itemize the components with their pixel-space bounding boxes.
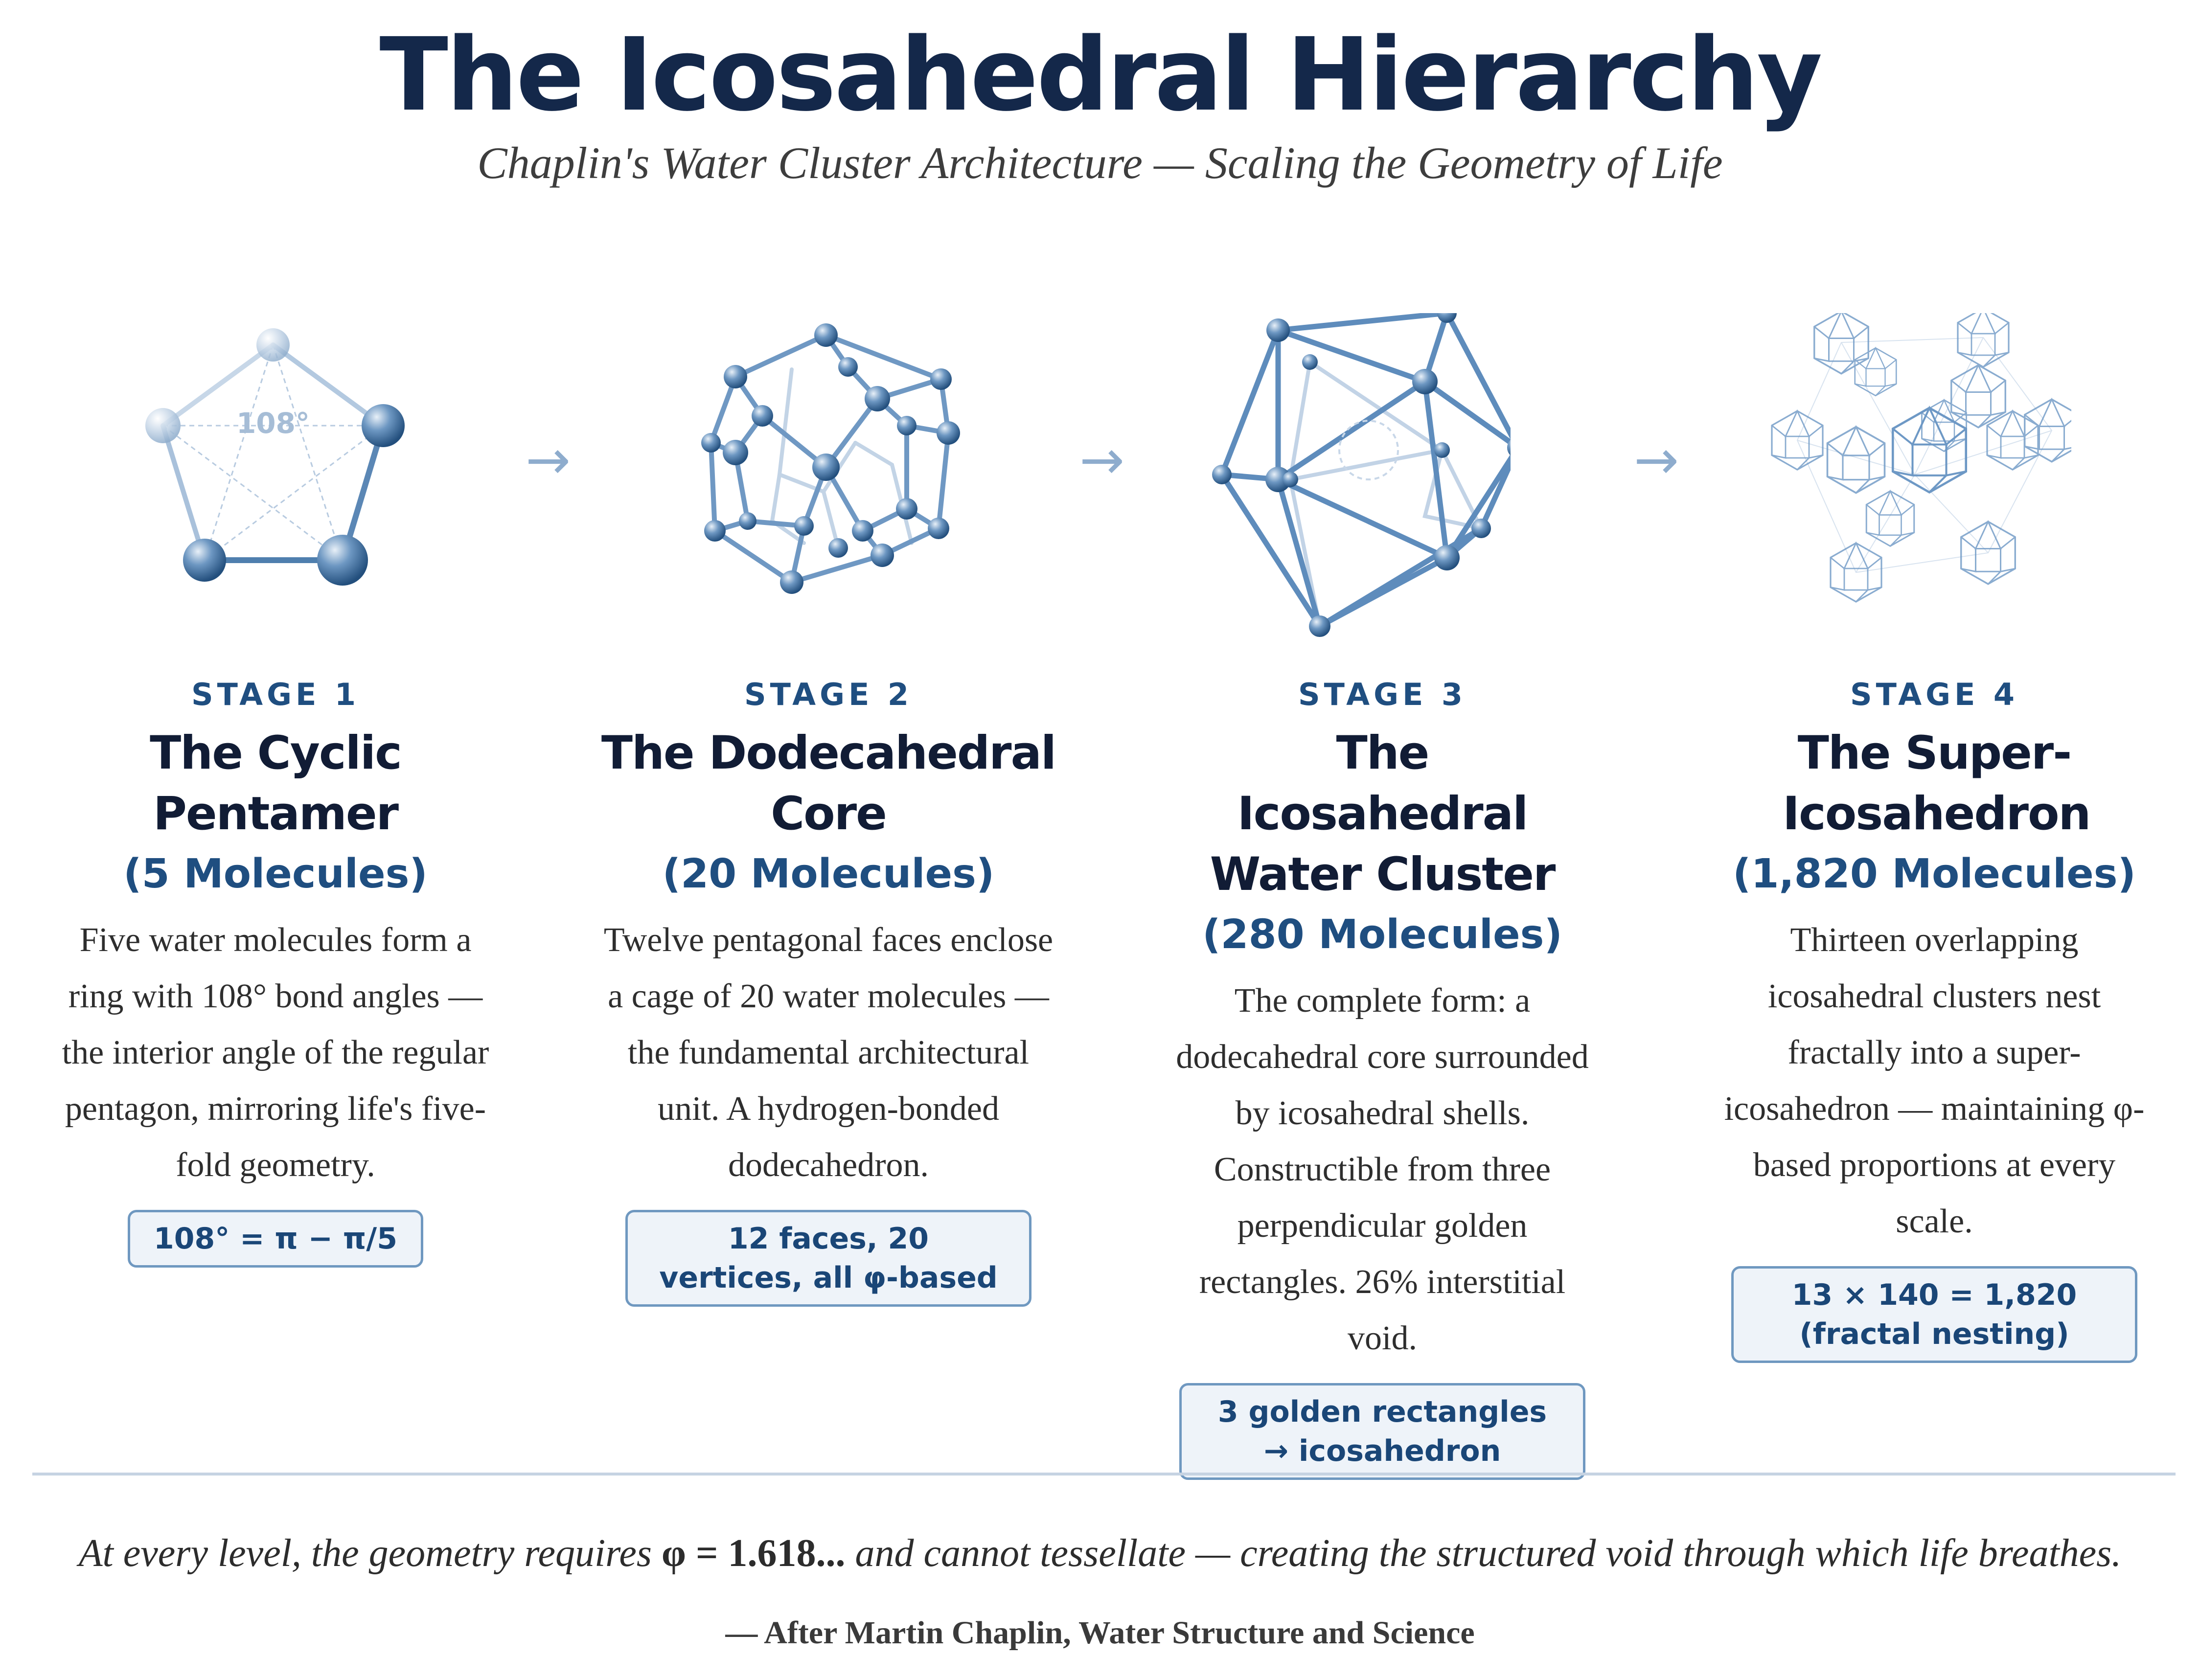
stage-description: Twelve pentagonal faces enclose a cage of 20 water molecules — the fundamental architectural unit. A hydrogen-bonded dodecahedron. — [603, 921, 1054, 1184]
stage-heading: The Super-Icosahedron — [1783, 726, 2090, 840]
stage-label: STAGE 4 — [1850, 677, 2019, 712]
stage-3-column — [1147, 675, 1617, 1480]
quote-text-end: and cannot tessellate — creating the structured void through which life breathes. — [855, 1532, 2122, 1575]
molecule-count: (5 Molecules) — [123, 851, 428, 897]
stage-heading: The Dodecahedral Core — [601, 726, 1056, 840]
arrow-icon: → — [525, 429, 571, 491]
formula-badge: 108° = π − π/5 — [128, 1210, 423, 1268]
stage-description: Five water molecules form a ring with 108° bond angles — the interior angle of the regular pentagon, mirroring life's five-fold geometry. — [62, 921, 489, 1184]
molecule-count: (20 Molecules) — [662, 851, 995, 897]
molecule-count: (1,820 Molecules) — [1732, 851, 2136, 897]
molecule-count: (280 Molecules) — [1202, 911, 1562, 958]
arrow-icon: → — [1633, 429, 1679, 491]
angle-label: 108° — [236, 407, 310, 440]
page-subtitle: Chaplin's Water Cluster Architecture — Scaling the Geometry of Life — [477, 138, 1723, 188]
stage-label: STAGE 3 — [1298, 677, 1467, 712]
quote-text-start: At every level, the geometry requires — [78, 1532, 652, 1575]
formula-badge: 13 × 140 = 1,820 (fractal nesting) — [1731, 1266, 2137, 1363]
super-icosahedron-figure — [1768, 313, 2071, 646]
stage-2-column — [594, 675, 1063, 1307]
formula-badge: 12 faces, 20 vertices, all φ-based — [625, 1210, 1031, 1307]
stage-1-column — [41, 675, 510, 1268]
section-divider — [32, 1473, 2176, 1476]
arrow-icon: → — [1079, 429, 1125, 491]
attribution: — After Martin Chaplin, Water Structure and Science — [725, 1615, 1475, 1651]
stage-label: STAGE 2 — [744, 677, 913, 712]
pentamer-figure — [124, 313, 427, 646]
icosahedron-figure — [1207, 313, 1511, 646]
stage-4-column — [1699, 675, 2169, 1363]
stage-heading: The Cyclic Pentamer — [150, 726, 401, 840]
stage-label: STAGE 1 — [191, 677, 360, 712]
closing-quote — [0, 1531, 2200, 1576]
formula-badge: 3 golden rectangles → icosahedron — [1179, 1383, 1585, 1480]
stage-heading: The Icosahedral Water Cluster — [1210, 726, 1555, 901]
stage-description: The complete form: a dodecahedral core surrounded by icosahedral shells. Constructible from three perpendicular golden rectangles. 26% interstitial void. — [1176, 982, 1589, 1357]
dodecahedron-figure — [677, 313, 980, 646]
phi-value: φ = 1.618... — [662, 1532, 846, 1575]
page-title: The Icosahedral Hierarchy — [379, 16, 1821, 134]
stage-description: Thirteen overlapping icosahedral clusters nest fractally into a super-icosahedron — maintaining φ-based proportions at every scale. — [1724, 921, 2145, 1240]
